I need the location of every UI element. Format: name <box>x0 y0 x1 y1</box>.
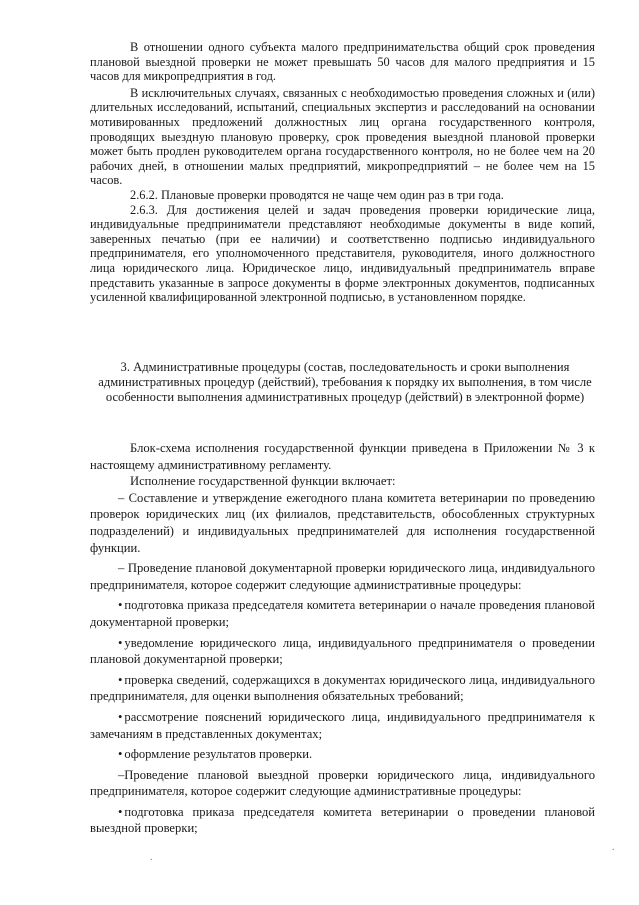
section-3-text <box>90 440 595 837</box>
section-3-heading: 3. Административные процедуры (состав, последовательность и сроки выполнения административных процедур (действий), требования к порядку их выполнения, в том числе особенности выполнения административных процедур (действий) в электронной форме) <box>98 360 592 404</box>
scan-speck: . <box>612 842 615 853</box>
paragraph-documentary-check: – Проведение плановой документарной проверки юридического лица, индивидуального предпринимателя, которое содержит следующие административные процедуры: <box>90 561 595 592</box>
paragraph-function-includes: Исполнение государственной функции включает: <box>130 474 396 489</box>
bullet-notification: • уведомление юридического лица, индивидуального предпринимателя о проведении плановой документарной проверки; <box>90 635 595 668</box>
bullet-explanations-review: • рассмотрение пояснений юридического лица, индивидуального предпринимателя к замечаниям в представленных документах; <box>90 709 595 742</box>
paragraph-exceptional-cases: В исключительных случаях, связанных с необходимостью проведения сложных и (или) длительных исследований, испытаний, специальных экспертиз и расследований на основании мотивированных предложений должностных лиц органа государственного контроля, проводящих выездную плановую проверку, срок проведения выездной плановой проверки может быть продлен руководителем органа государственного контроля, но не более чем на 20 рабочих дней, в отношении малых предприятий, микропредприятий – не более чем на 15 часов. <box>90 85 595 188</box>
paragraph-total-term: В отношении одного субъекта малого предпринимательства общий срок проведения плановой выездной проверки не может превышать 50 часов для малого предприятия и 15 часов для микропредприятия в год. <box>90 40 595 84</box>
paragraph-annual-plan: – Составление и утверждение ежегодного плана комитета ветеринарии по проведению проверок юридических лиц (их филиалов, представительств, обособленных структурных подразделений) и индивидуальных предпринимателей для исполнения государственной функции. <box>90 490 595 555</box>
bullet-field-order: • подготовка приказа председателя комитета ветеринарии о проведении плановой выездной проверки; <box>90 804 595 837</box>
paragraph-field-check: –Проведение плановой выездной проверки юридического лица, индивидуального предпринимателя, которое содержит следующие административные процедуры: <box>90 767 595 799</box>
paragraph-flowchart: Блок-схема исполнения государственной функции приведена в Приложении № 3 к настоящему административному регламенту. <box>90 441 595 472</box>
section-2-6-text <box>90 40 595 305</box>
bullet-order-preparation: • подготовка приказа председателя комитета ветеринарии о начале проведения плановой документарной проверки; <box>90 597 595 630</box>
scan-speck: . <box>150 852 153 863</box>
paragraph-2-6-3: 2.6.3. Для достижения целей и задач проведения проверки юридические лица, индивидуальные предприниматели представляют необходимые документы в виде копий, заверенных печатью (при ее наличии) и соответственно подписью индивидуального предпринимателя, его уполномоченного представителя, руководителя, иного должностного лица юридического лица. Юридическое лицо, индивидуальный предприниматель вправе представить указанные в запросе документы в форме электронных документов, подписанных усиленной квалифицированной электронной подписью, в установленном порядке. <box>90 202 595 305</box>
bullet-document-verification: • проверка сведений, содержащихся в документах юридического лица, индивидуального предпринимателя, для оценки выполнения обязательных требований; <box>90 672 595 705</box>
paragraph-2-6-2: 2.6.2. Плановые проверки проводятся не чаще чем один раз в три года. <box>130 187 504 202</box>
bullet-results: • оформление результатов проверки. <box>90 746 595 763</box>
